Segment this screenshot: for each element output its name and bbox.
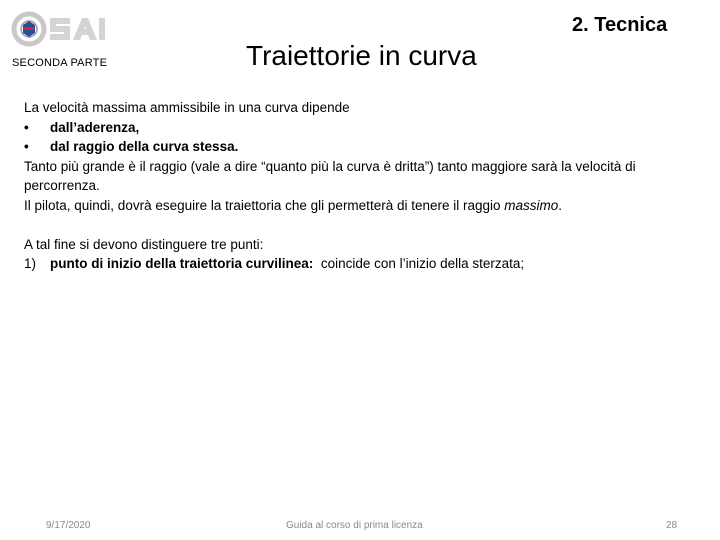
item-text: coincide con l’inizio della sterzata; — [320, 256, 525, 271]
bullet-text: dal raggio della curva stessa. — [50, 139, 239, 154]
item-content — [50, 254, 524, 274]
chapter-heading: 2. Tecnica — [572, 14, 668, 36]
bullet-item — [24, 137, 684, 157]
numbered-item — [24, 254, 684, 274]
pilot-paragraph-end: . — [558, 197, 563, 213]
bullet-text: dall’aderenza, — [50, 119, 140, 135]
radius-paragraph: Tanto più grande è il raggio (vale a dire “quanto più la curva è dritta”) tanto maggiore sarà la velocità di percorrenza. — [24, 158, 636, 193]
page-number: 28 — [666, 520, 678, 531]
bullet-symbol: • — [24, 139, 29, 154]
emphasis-text: massimo — [504, 197, 559, 213]
paragraph-gap — [24, 215, 684, 235]
footer-date: 9/17/2020 — [46, 520, 91, 531]
section-label: SECONDA PARTE — [12, 57, 108, 69]
logo-graphic — [10, 10, 110, 48]
intro-text: La velocità massima ammissibile in una curva dipende — [24, 100, 350, 115]
slide-title: Traiettorie in curva — [246, 40, 477, 71]
slide-body — [24, 98, 684, 274]
pilot-paragraph-text: Il pilota, quindi, dovrà eseguire la traiettoria che gli permetterà di tenere il raggio — [24, 197, 505, 213]
item-number: 1) — [24, 256, 37, 271]
points-intro: A tal fine si devono distinguere tre punti: — [24, 236, 264, 252]
footer-title: Guida al corso di prima licenza — [286, 520, 423, 531]
bullet-symbol: • — [24, 119, 29, 135]
logo — [10, 10, 110, 48]
pilot-paragraph — [24, 196, 684, 216]
bullet-item — [24, 118, 684, 138]
item-label: punto di inizio della traiettoria curvilinea: — [50, 256, 314, 271]
